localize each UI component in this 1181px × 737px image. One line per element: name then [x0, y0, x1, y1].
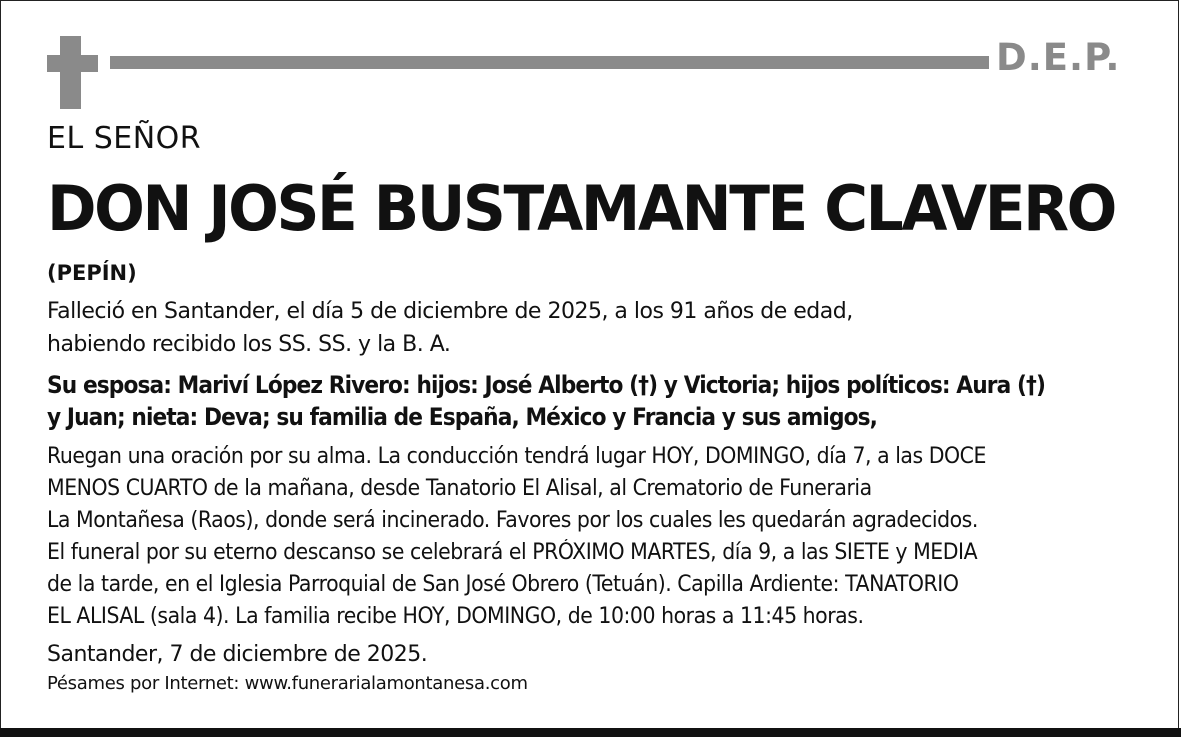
nickname: (PEPÍN)	[47, 261, 137, 285]
place-date: Santander, 7 de diciembre de 2025.	[47, 642, 428, 667]
bottom-rule	[0, 728, 1181, 737]
title-prefix: EL SEÑOR	[47, 121, 202, 156]
deceased-name: DON JOSÉ BUSTAMANTE CLAVERO	[47, 172, 1115, 245]
death-line: Falleció en Santander, el día 5 de diciembre de 2025, a los 91 años de edad,	[47, 299, 853, 324]
cross-icon	[60, 36, 81, 109]
condolences-url: Pésames por Internet: www.funerarialamontanesa.com	[47, 673, 528, 694]
service-line: EL ALISAL (sala 4). La familia recibe HOY, DOMINGO, de 10:00 horas a 11:45 horas.	[47, 604, 864, 629]
header-rule	[110, 56, 989, 69]
service-line: MENOS CUARTO de la mañana, desde Tanatorio El Alisal, al Crematorio de Funeraria	[47, 476, 872, 501]
dep-label: D.E.P.	[996, 36, 1121, 79]
family-line: y Juan; nieta: Deva; su familia de España, México y Francia y sus amigos,	[47, 403, 877, 431]
service-line: de la tarde, en el Iglesia Parroquial de San José Obrero (Tetuán). Capilla Ardiente: TANATORIO	[47, 572, 959, 597]
cross-icon-bar	[47, 55, 98, 72]
service-line: El funeral por su eterno descanso se celebrará el PRÓXIMO MARTES, día 9, a las SIETE y MEDIA	[47, 540, 978, 565]
service-line: Ruegan una oración por su alma. La conducción tendrá lugar HOY, DOMINGO, día 7, a las DOCE	[47, 444, 986, 469]
family-line: Su esposa: Mariví López Rivero: hijos: José Alberto (†) y Victoria; hijos políticos: Aura (†)	[47, 371, 1045, 399]
service-line: La Montañesa (Raos), donde será incinerado. Favores por los cuales les quedarán agradecidos.	[47, 508, 978, 533]
death-line: habiendo recibido los SS. SS. y la B. A.	[47, 332, 451, 357]
